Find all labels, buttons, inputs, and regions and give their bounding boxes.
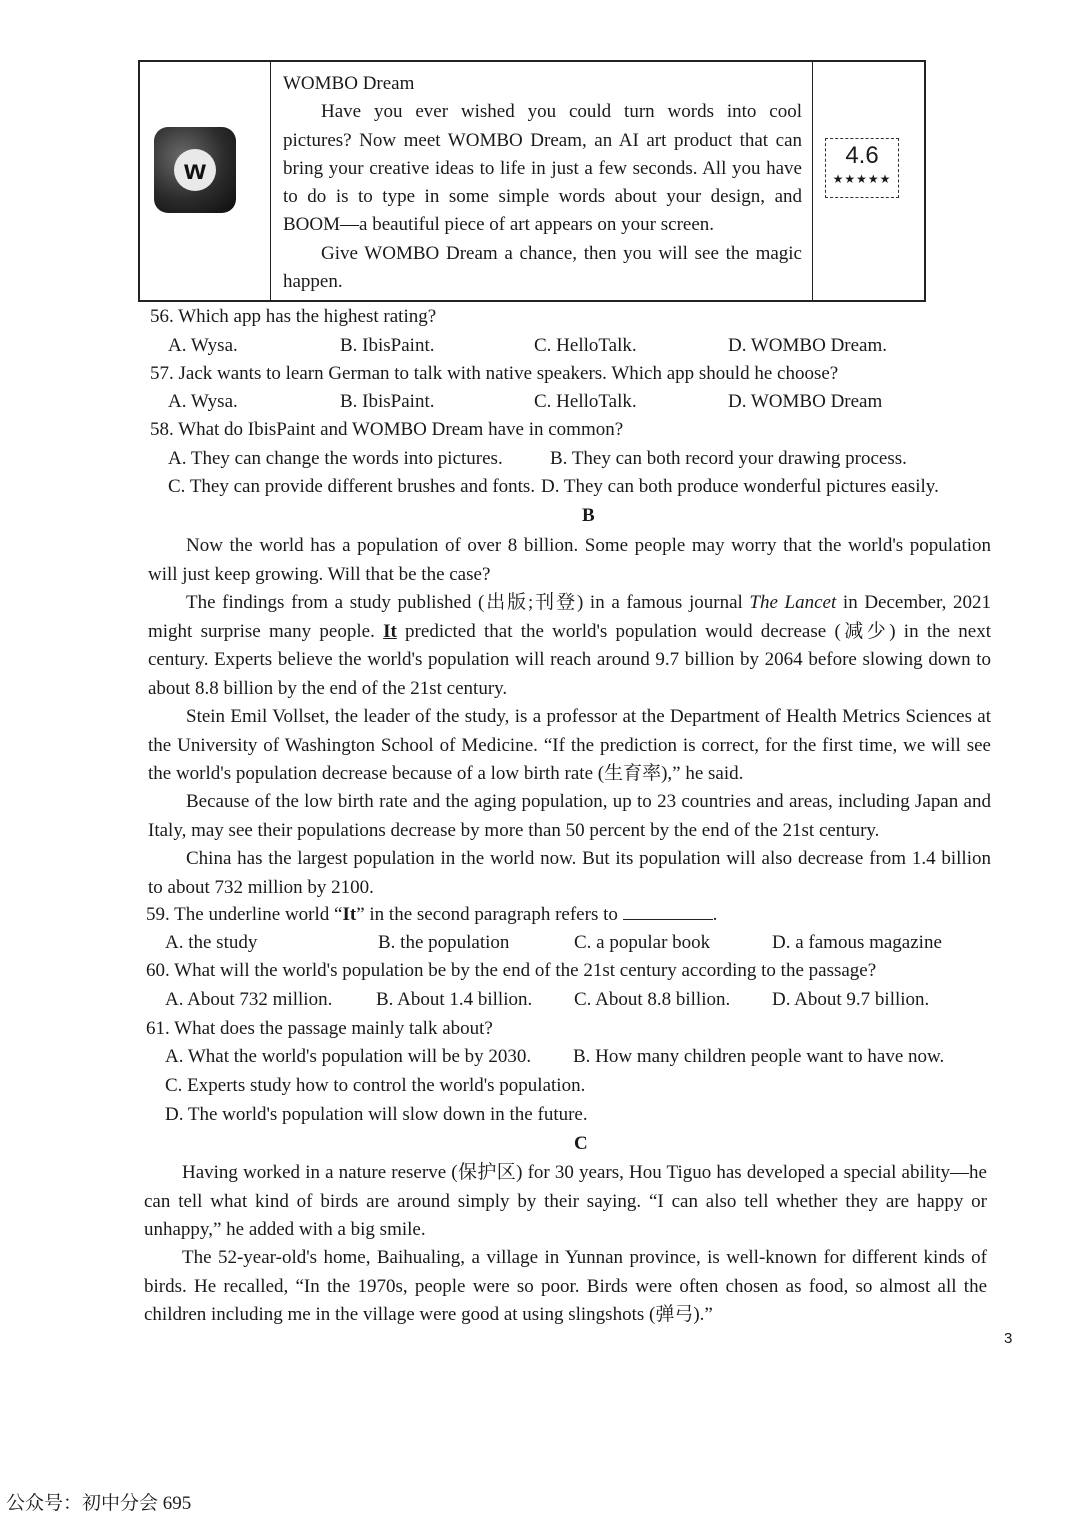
q61-option-d[interactable]: D. The world's population will slow down in the future. bbox=[165, 1104, 588, 1125]
q59-option-c[interactable]: C. a popular book bbox=[574, 932, 711, 953]
rating-stars-icon: ★★★★★ bbox=[832, 172, 892, 186]
section-b-para2: The findings from a study published (出版;刊登) in a famous journal The Lancet in December, 2021 might surprise many people. It predicted that the world's population would decrease (减少) in the next century. Experts believe the world's population will reach around 9.7 billion by 2064 before slowing down to about 8.8 billion by the end of the 21st century. bbox=[148, 592, 992, 699]
question-60-stem: 60. What will the world's population be by the end of the 21st century according to the passage? bbox=[146, 960, 877, 981]
footer-watermark: 公众号：初中分会 695 bbox=[6, 1493, 192, 1514]
wombo-logo-letter: w bbox=[174, 149, 216, 191]
section-c-para1: Having worked in a nature reserve (保护区) for 30 years, Hou Tiguo has developed a special ability—he can tell what kind of birds are around simply by their saying. “I can also tell whether they are happy or unhappy,” he added with a big smile. bbox=[144, 1162, 987, 1241]
q60-option-a[interactable]: A. About 732 million. bbox=[165, 989, 333, 1010]
app-description-cell bbox=[271, 62, 813, 300]
q56-option-d[interactable]: D. WOMBO Dream. bbox=[728, 335, 888, 356]
q57-option-b[interactable]: B. IbisPaint. bbox=[340, 391, 435, 412]
question-56-stem: 56. Which app has the highest rating? bbox=[150, 306, 437, 327]
app-rating-cell bbox=[813, 62, 924, 300]
section-b-para3: Stein Emil Vollset, the leader of the study, is a professor at the Department of Health Metrics Sciences at the University of Washington School of Medicine. “If the prediction is correct, for the first time, we will see the world's population decrease because of a low birth rate (生育率),” he said. bbox=[148, 706, 991, 785]
rating-box bbox=[825, 138, 899, 198]
underlined-it: It bbox=[383, 620, 397, 642]
q59-option-a[interactable]: A. the study bbox=[165, 932, 258, 953]
q60-option-c[interactable]: C. About 8.8 billion. bbox=[574, 989, 731, 1010]
app-description-para2: Give WOMBO Dream a chance, then you will see the magic happen. bbox=[283, 242, 802, 293]
app-icon-cell bbox=[140, 62, 271, 300]
q56-option-c[interactable]: C. HelloTalk. bbox=[534, 335, 637, 356]
q58-option-c[interactable]: C. They can provide different brushes and fonts. bbox=[168, 476, 536, 497]
q60-option-d[interactable]: D. About 9.7 billion. bbox=[772, 989, 930, 1010]
section-b-heading: B bbox=[582, 505, 595, 526]
q61-option-a[interactable]: A. What the world's population will be by 2030. bbox=[165, 1046, 532, 1067]
q57-option-c[interactable]: C. HelloTalk. bbox=[534, 391, 637, 412]
section-b-para4: Because of the low birth rate and the aging population, up to 23 countries and areas, including Japan and Italy, may see their populations decrease by more than 50 percent by the end of the 21st century. bbox=[148, 791, 991, 841]
app-card-wombo bbox=[138, 60, 926, 302]
q57-option-d[interactable]: D. WOMBO Dream bbox=[728, 391, 883, 412]
q58-option-b[interactable]: B. They can both record your drawing process. bbox=[550, 448, 907, 469]
question-57-stem: 57. Jack wants to learn German to talk with native speakers. Which app should he choose? bbox=[150, 363, 839, 384]
q56-option-b[interactable]: B. IbisPaint. bbox=[340, 335, 435, 356]
section-b-para1: Now the world has a population of over 8 billion. Some people may worry that the world's population will just keep growing. Will that be the case? bbox=[148, 535, 991, 585]
q61-option-b[interactable]: B. How many children people want to have now. bbox=[573, 1046, 945, 1067]
section-b-para5: China has the largest population in the world now. But its population will also decrease from 1.4 billion to about 732 million by 2100. bbox=[148, 848, 991, 898]
section-c-para2: The 52-year-old's home, Baihualing, a village in Yunnan province, is well-known for different kinds of birds. He recalled, “In the 1970s, people were so poor. Birds were often chosen as food, so almost all the children including me in the village were good at using slingshots (弹弓).” bbox=[144, 1247, 987, 1326]
app-title: WOMBO Dream bbox=[283, 73, 415, 94]
q59-option-b[interactable]: B. the population bbox=[378, 932, 510, 953]
q60-option-b[interactable]: B. About 1.4 billion. bbox=[376, 989, 533, 1010]
q58-option-d[interactable]: D. They can both produce wonderful pictures easily. bbox=[541, 476, 939, 497]
q56-option-a[interactable]: A. Wysa. bbox=[168, 335, 238, 356]
answer-blank[interactable] bbox=[623, 903, 713, 920]
page-number: 3 bbox=[1004, 1330, 1013, 1347]
wombo-app-icon bbox=[154, 127, 236, 213]
question-58-stem: 58. What do IbisPaint and WOMBO Dream have in common? bbox=[150, 419, 624, 440]
q57-option-a[interactable]: A. Wysa. bbox=[168, 391, 238, 412]
section-c-heading: C bbox=[574, 1133, 588, 1154]
question-61-stem: 61. What does the passage mainly talk about? bbox=[146, 1018, 493, 1039]
q58-option-a[interactable]: A. They can change the words into pictures. bbox=[168, 448, 503, 469]
question-59-stem: 59. The underline world “It” in the second paragraph refers to . bbox=[146, 904, 718, 925]
app-description-para1: Have you ever wished you could turn words into cool pictures? Now meet WOMBO Dream, an AI art product that can bring your creative ideas to life in just a few seconds. All you have to do is to type in some simple words about your design, and BOOM—a beautiful piece of art appears on your screen. bbox=[283, 101, 802, 236]
q61-option-c[interactable]: C. Experts study how to control the world's population. bbox=[165, 1075, 586, 1096]
journal-title: The Lancet bbox=[749, 592, 837, 613]
rating-value: 4.6 bbox=[845, 142, 879, 169]
q59-option-d[interactable]: D. a famous magazine bbox=[772, 932, 942, 953]
